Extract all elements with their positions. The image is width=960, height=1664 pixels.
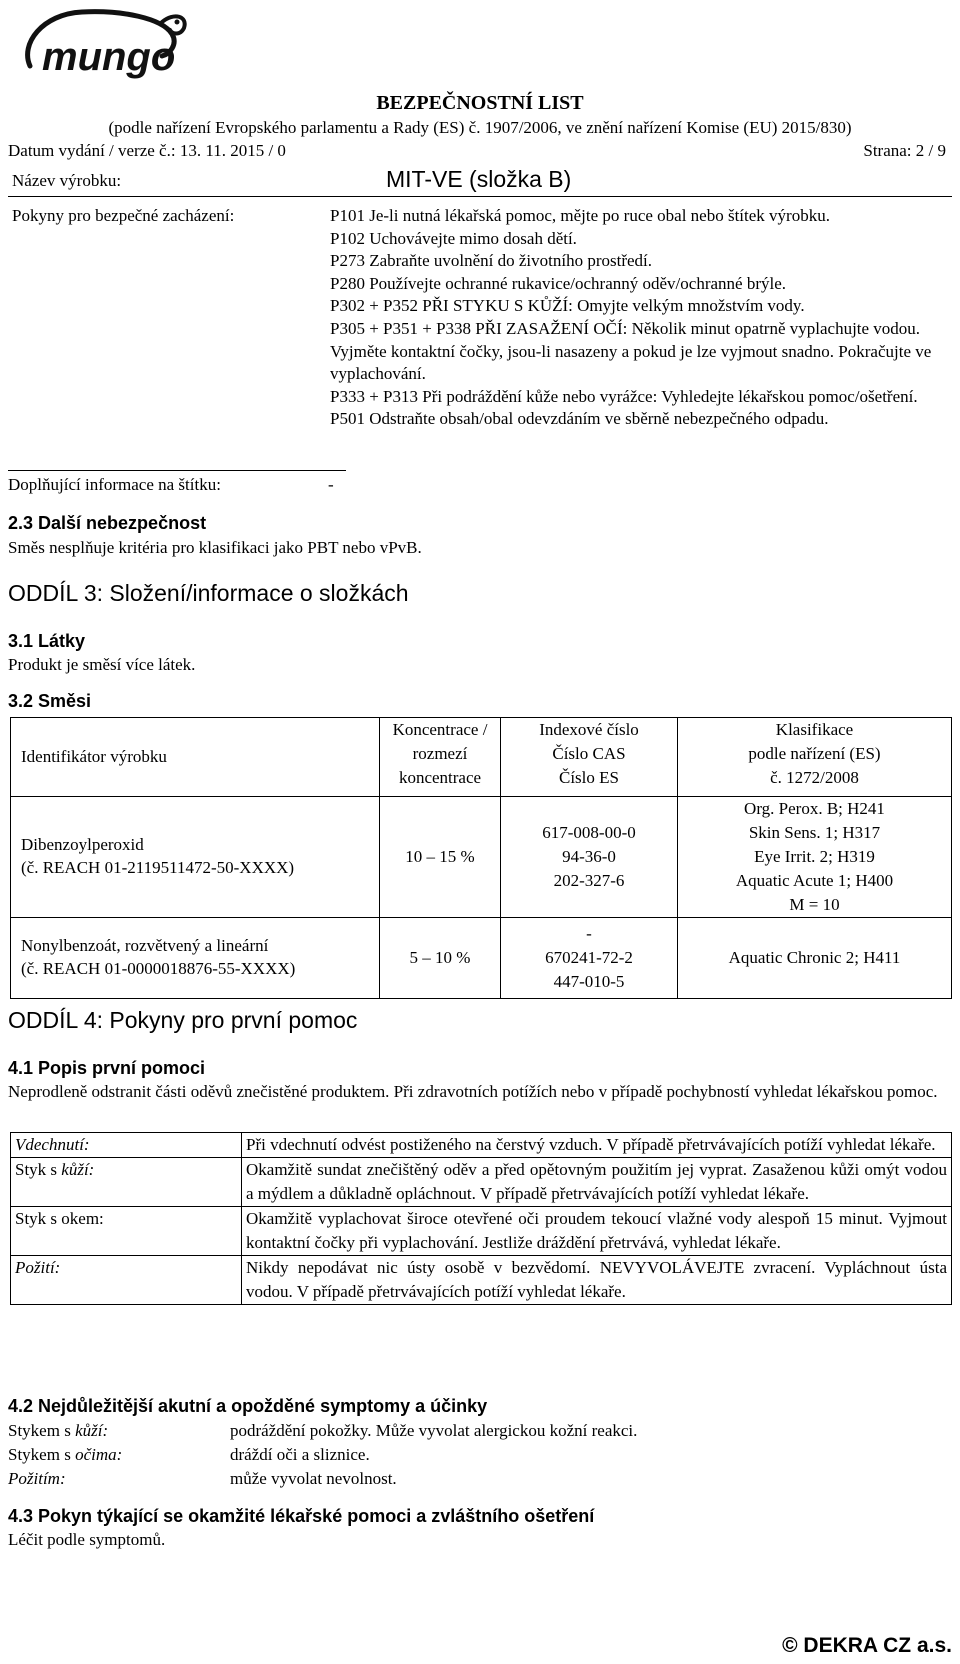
component-name: Nonylbenzoát, rozvětvený a lineární xyxy=(21,936,269,956)
symptom-text: může vyvolat nevolnost. xyxy=(230,1469,397,1488)
precautionary-line: P101 Je-li nutná lékařská pomoc, mějte po ruce obal nebo štítek výrobku. xyxy=(330,206,830,225)
product-label: Název výrobku: xyxy=(12,171,122,190)
supplementary-label: Doplňující informace na štítku: xyxy=(8,475,221,494)
symptom-label xyxy=(8,1443,230,1467)
precautionary-line: P273 Zabraňte uvolnění do životního prostředí. xyxy=(330,251,652,271)
precautionary-line: P333 + P313 Při podráždění kůže nebo vyrážce: Vyhledejte lékařskou pomoc/ošetření. xyxy=(330,386,918,406)
first-aid-label: Styk s okem: xyxy=(11,1207,242,1256)
cas-number: 670241-72-2 xyxy=(545,948,633,967)
first-aid-text: Nikdy nepodávat nic ústy osobě v bezvědomí. NEVYVOLÁVEJTE zvracení. Vypláchnout ústa vodou. V případě přetrvávajících potíží vyhledat lékaře. xyxy=(242,1256,952,1305)
es-number: 447-010-5 xyxy=(553,972,625,991)
section-3-2-heading: 3.2 Směsi xyxy=(8,691,92,711)
concentration-cell: 5 – 10 % xyxy=(380,918,501,999)
classification-line: Eye Irrit. 2; H319 xyxy=(754,847,875,866)
table-row xyxy=(11,1158,952,1207)
footer-copyright: © DEKRA CZ a.s. xyxy=(782,1634,952,1657)
precautionary-line: P280 Používejte ochranné rukavice/ochranný oděv/ochranné brýle. xyxy=(330,273,787,293)
header-classification xyxy=(678,718,952,797)
header-concentration-line: rozmezí xyxy=(412,744,468,763)
table-row xyxy=(11,1256,952,1305)
header-classification-line: č. 1272/2008 xyxy=(770,768,859,787)
label-part-italic: očima: xyxy=(75,1445,123,1464)
section-4-heading: ODDÍL 4: Pokyny pro první pomoc xyxy=(8,1007,358,1033)
index-number: 617-008-00-0 xyxy=(542,823,636,842)
precautionary-list xyxy=(330,205,950,431)
section-3-1-text: Produkt je směsí více látek. xyxy=(8,655,196,674)
section-3-heading: ODDÍL 3: Složení/informace o složkách xyxy=(8,580,409,606)
mixture-table xyxy=(10,717,952,999)
logo-text: mungo xyxy=(42,35,176,79)
first-aid-label xyxy=(11,1158,242,1207)
label-part-italic: Požitím: xyxy=(8,1469,66,1488)
first-aid-table xyxy=(10,1132,952,1305)
component-reach: (č. REACH 01-0000018876-55-XXXX) xyxy=(21,959,296,978)
table-row xyxy=(11,797,952,918)
symptoms-table xyxy=(8,1419,637,1491)
label-part: Stykem s xyxy=(8,1445,76,1464)
section-2-3-text: Směs nesplňuje kritéria pro klasifikaci jako PBT nebo vPvB. xyxy=(8,538,422,557)
document-subtitle: (podle nařízení Evropského parlamentu a Rady (ES) č. 1907/2006, ve znění nařízení Komise (EU) 2015/830) xyxy=(108,118,852,137)
component-cell xyxy=(11,797,380,918)
index-number: - xyxy=(586,924,592,943)
classification-cell xyxy=(678,797,952,918)
component-cell xyxy=(11,918,380,999)
header-concentration xyxy=(380,718,501,797)
label-part-italic: kůží: xyxy=(61,1160,95,1179)
product-line xyxy=(8,168,952,197)
section-4-1-heading: 4.1 Popis první pomoci xyxy=(8,1058,206,1078)
first-aid-label: Požití: xyxy=(11,1256,242,1305)
section-4-3-heading: 4.3 Pokyn týkající se okamžité lékařské pomoci a zvláštního ošetření xyxy=(8,1506,595,1526)
section-3-1-heading: 3.1 Látky xyxy=(8,631,86,651)
header-identifier: Identifikátor výrobku xyxy=(11,718,380,797)
first-aid-text: Okamžitě vyplachovat široce otevřené oči proudem tekoucí vlažné vody alespoň 15 minut. Vyjmout kontaktní čočky při vyplachování. Jestliže dráždění přetrvává, vyhledat lékaře. xyxy=(242,1207,952,1256)
section-4-2-heading: 4.2 Nejdůležitější akutní a opožděné symptomy a účinky xyxy=(8,1396,488,1416)
precautionary-line: P305 + P351 + P338 PŘI ZASAŽENÍ OČÍ: Několik minut opatrně vyplachujte vodou. Vyjměte kontaktní čočky, jsou-li nasazeny a pokud je lze vyjmout snadno. Pokračujte ve vyplachování. xyxy=(330,319,932,384)
supplementary-info-row xyxy=(8,470,346,497)
precautionary-line: P501 Odstraňte obsah/obal odevzdáním ve sběrně nebezpečného odpadu. xyxy=(330,409,829,429)
classification-line: Org. Perox. B; H241 xyxy=(744,799,885,818)
table-row xyxy=(11,918,952,999)
precautionary-label: Pokyny pro bezpečné zacházení: xyxy=(12,206,235,225)
header-numbers-line: Indexové číslo xyxy=(539,720,639,739)
supplementary-value: - xyxy=(328,475,334,494)
symptom-text: podráždění pokožky. Může vyvolat alergickou kožní reakci. xyxy=(230,1421,638,1440)
document-title: BEZPEČNOSTNÍ LIST xyxy=(376,92,584,114)
section-4-1-text: Neprodleně odstranit části oděvů znečistěné produktem. Při zdravotních potížích nebo v případě pochybností vyhledat lékařskou pomoc. xyxy=(8,1082,938,1101)
mixture-header-row xyxy=(11,718,952,797)
header-numbers-line: Číslo CAS xyxy=(552,744,626,763)
table-row xyxy=(8,1419,637,1443)
numbers-cell xyxy=(501,918,678,999)
classification-line: Aquatic Acute 1; H400 xyxy=(735,871,894,890)
header-numbers xyxy=(501,718,678,797)
precautionary-line: P302 + P352 PŘI STYKU S KŮŽÍ: Omyjte velkým množstvím vody. xyxy=(330,296,805,316)
label-part-italic: kůží: xyxy=(75,1421,109,1440)
header-numbers-line: Číslo ES xyxy=(559,768,619,787)
symptom-label xyxy=(8,1467,230,1491)
product-name: MIT-VE (složka B) xyxy=(386,166,572,192)
classification-cell: Aquatic Chronic 2; H411 xyxy=(678,918,952,999)
issue-line xyxy=(8,140,952,163)
classification-line: M = 10 xyxy=(789,895,840,914)
table-row xyxy=(11,1207,952,1256)
component-name: Dibenzoylperoxid xyxy=(21,835,144,855)
header-classification-line: podle nařízení (ES) xyxy=(748,744,881,763)
symptom-text: dráždí oči a sliznice. xyxy=(230,1445,370,1464)
label-part: Stykem s xyxy=(8,1421,76,1440)
table-row xyxy=(8,1467,637,1491)
table-row xyxy=(11,1133,952,1158)
section-4-3-text: Léčit podle symptomů. xyxy=(8,1530,166,1549)
table-row xyxy=(8,1443,637,1467)
mungo-logo xyxy=(12,4,192,94)
first-aid-text: Okamžitě sundat znečištěný oděv a před opětovným použitím jej vyprat. Zasaženou kůži omýt vodou a mýdlem a důkladně opláchnout. V případě přetrvávajících potíží vyhledat lékaře. xyxy=(242,1158,952,1207)
es-number: 202-327-6 xyxy=(553,871,625,890)
classification-line: Skin Sens. 1; H317 xyxy=(748,823,881,842)
cas-number: 94-36-0 xyxy=(562,847,616,866)
issue-label: Datum vydání / verze č.: 13. 11. 2015 / 0 xyxy=(8,141,286,160)
first-aid-text: Při vdechnutí odvést postiženého na čerstvý vzduch. V případě přetrvávajících potíží vyhledat lékaře. xyxy=(242,1133,952,1158)
page-label: Strana: 2 / 9 xyxy=(863,141,946,160)
header-concentration-line: koncentrace xyxy=(398,768,482,787)
label-part: Styk s xyxy=(15,1160,62,1179)
section-2-3-heading: 2.3 Další nebezpečnost xyxy=(8,513,207,533)
first-aid-label: Vdechnutí: xyxy=(11,1133,242,1158)
header-classification-line: Klasifikace xyxy=(775,720,854,739)
header-concentration-line: Koncentrace / xyxy=(392,720,488,739)
numbers-cell xyxy=(501,797,678,918)
symptom-label xyxy=(8,1419,230,1443)
precautionary-line: P102 Uchovávejte mimo dosah dětí. xyxy=(330,228,577,248)
concentration-cell: 10 – 15 % xyxy=(380,797,501,918)
component-reach: (č. REACH 01-2119511472-50-XXXX) xyxy=(21,858,295,877)
